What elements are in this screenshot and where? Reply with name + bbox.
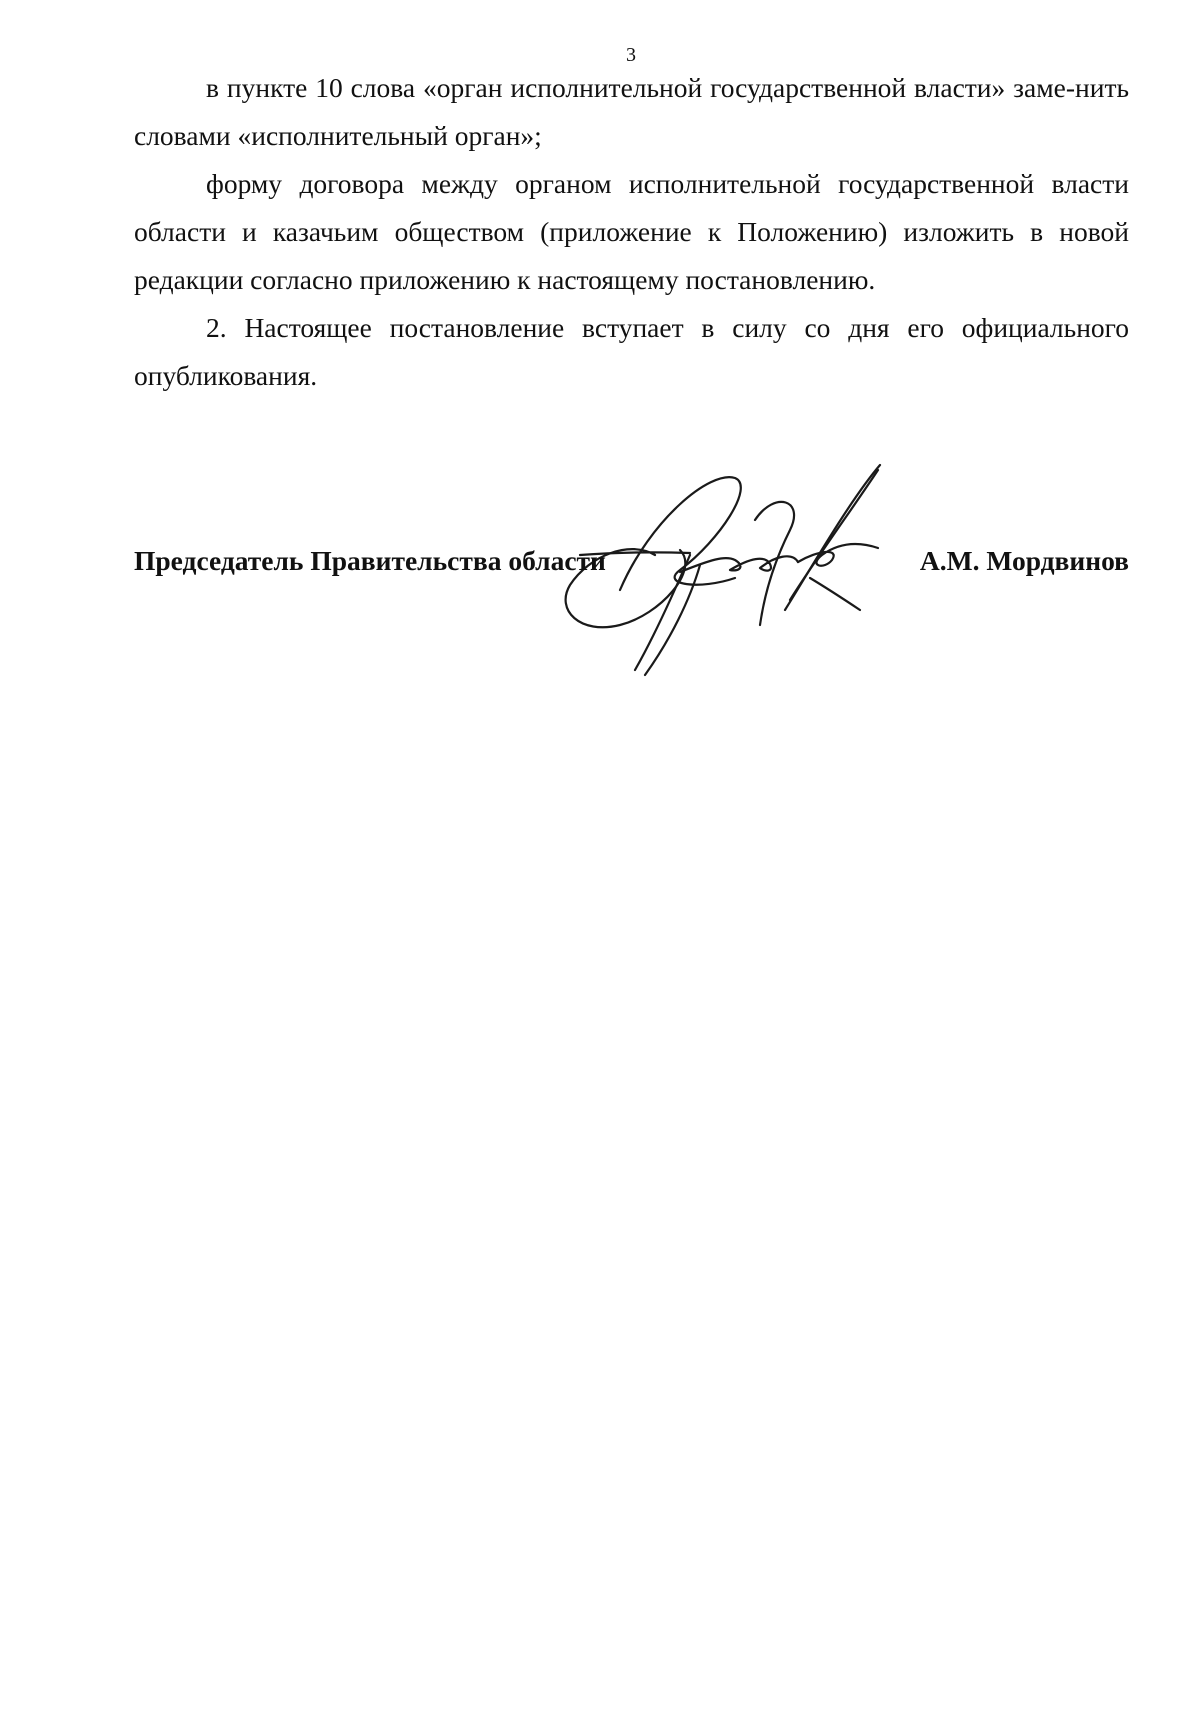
signer-position: Председатель Правительства области xyxy=(134,545,606,576)
signer-name: А.М. Мордвинов xyxy=(919,545,1129,576)
document-body xyxy=(134,64,1129,400)
paragraph: в пункте 10 слова «орган исполнительной государственной власти» заме-нить словами «исполнительный орган»; xyxy=(134,72,1129,151)
paragraph: форму договора между органом исполнительной государственной власти области и казачьим обществом (приложение к Положению) изложить в новой редакции согласно приложению к настоящему постановлению. xyxy=(134,168,1129,295)
paragraph: 2. Настоящее постановление вступает в силу со дня его официального опубликования. xyxy=(134,312,1129,391)
page-number: 3 xyxy=(626,44,636,66)
signature-block xyxy=(134,537,1129,585)
